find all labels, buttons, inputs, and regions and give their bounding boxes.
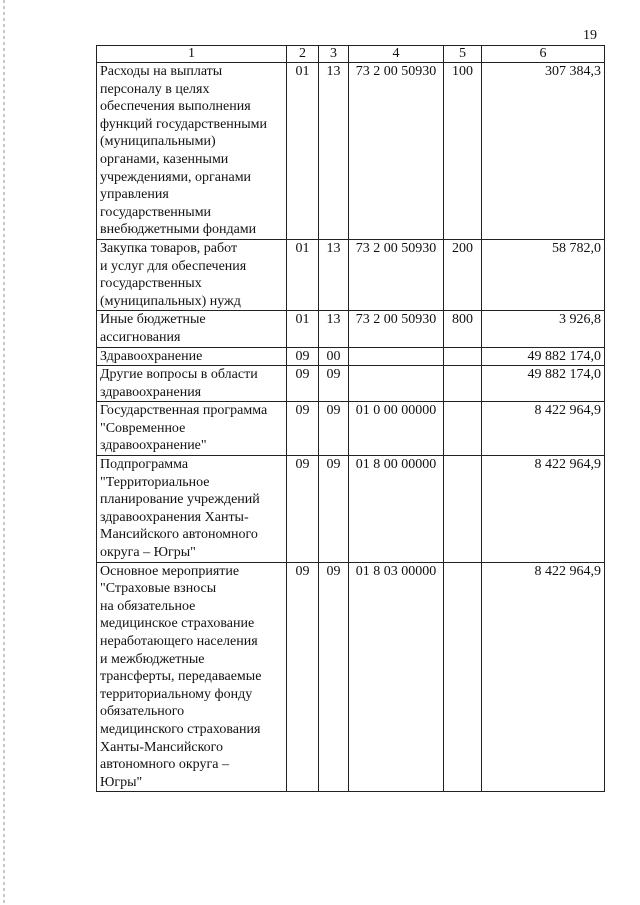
amount-cell: 58 782,0 xyxy=(482,239,605,310)
section-code-cell: 09 xyxy=(287,562,319,792)
row-name-cell xyxy=(97,311,287,347)
amount-cell: 8 422 964,9 xyxy=(482,456,605,563)
header-cell-6: 6 xyxy=(482,46,605,63)
header-cell-1: 1 xyxy=(97,46,287,63)
subsection-code-cell: 09 xyxy=(319,456,349,563)
row-name-line: Другие вопросы в области xyxy=(100,367,258,383)
row-name-line: "Территориальное xyxy=(100,474,210,490)
amount-cell: 49 882 174,0 xyxy=(482,366,605,402)
row-name-line: Закупка товаров, работ xyxy=(100,240,238,256)
row-name-line: "Современное xyxy=(100,420,186,436)
subsection-code-cell: 13 xyxy=(319,311,349,347)
target-article-cell: 01 8 03 00000 xyxy=(349,562,444,792)
row-name-cell xyxy=(97,63,287,240)
row-name-line: медицинское страхование xyxy=(100,616,255,632)
table-row xyxy=(97,239,605,310)
target-article-cell: 73 2 00 50930 xyxy=(349,63,444,240)
row-name-line: управления xyxy=(100,187,169,203)
table-row xyxy=(97,347,605,366)
header-row xyxy=(97,46,605,63)
page-number: 19 xyxy=(583,28,597,43)
row-name-line: функций государственными xyxy=(100,116,268,132)
target-article-cell xyxy=(349,366,444,402)
section-code-cell: 09 xyxy=(287,402,319,456)
row-name-line: округа – Югры" xyxy=(100,545,196,561)
subsection-code-cell: 09 xyxy=(319,366,349,402)
amount-cell: 3 926,8 xyxy=(482,311,605,347)
section-code-cell: 01 xyxy=(287,239,319,310)
amount-cell: 307 384,3 xyxy=(482,63,605,240)
section-code-cell: 01 xyxy=(287,311,319,347)
amount-cell: 8 422 964,9 xyxy=(482,562,605,792)
row-name-line: Мансийского автономного xyxy=(100,527,258,543)
target-article-cell: 73 2 00 50930 xyxy=(349,239,444,310)
row-name-cell xyxy=(97,366,287,402)
table-row xyxy=(97,562,605,792)
expense-type-cell: 100 xyxy=(444,63,482,240)
table-row xyxy=(97,366,605,402)
expense-type-cell xyxy=(444,456,482,563)
row-name-line: (муниципальными) xyxy=(100,134,216,150)
row-name-line: Государственная программа xyxy=(100,403,268,419)
row-name-line: территориальному фонду xyxy=(100,686,253,702)
row-name-line: Расходы на выплаты xyxy=(100,64,223,79)
target-article-cell: 01 8 00 00000 xyxy=(349,456,444,563)
expense-type-cell xyxy=(444,347,482,366)
budget-table xyxy=(96,45,605,792)
row-name-line: обязательного xyxy=(100,704,185,720)
scan-edge xyxy=(3,0,5,905)
row-name-line: обеспечения выполнения xyxy=(100,99,251,115)
target-article-cell: 73 2 00 50930 xyxy=(349,311,444,347)
row-name-cell xyxy=(97,239,287,310)
row-name-line: внебюджетными фондами xyxy=(100,222,257,238)
expense-type-cell: 200 xyxy=(444,239,482,310)
row-name-line: государственных xyxy=(100,276,202,292)
section-code-cell: 09 xyxy=(287,456,319,563)
subsection-code-cell: 00 xyxy=(319,347,349,366)
row-name-line: государственными xyxy=(100,204,212,220)
subsection-code-cell: 09 xyxy=(319,402,349,456)
row-name-line: и услуг для обеспечения xyxy=(100,258,247,274)
row-name-line: Ханты-Мансийского xyxy=(100,739,224,755)
row-name-cell xyxy=(97,347,287,366)
header-cell-4: 4 xyxy=(349,46,444,63)
header-cell-3: 3 xyxy=(319,46,349,63)
row-name-line: "Страховые взносы xyxy=(100,581,217,597)
amount-cell: 49 882 174,0 xyxy=(482,347,605,366)
row-name-line: Основное мероприятие xyxy=(100,563,240,579)
row-name-line: на обязательное xyxy=(100,598,196,614)
row-name-line: и межбюджетные xyxy=(100,651,205,667)
target-article-cell xyxy=(349,347,444,366)
table-row xyxy=(97,402,605,456)
section-code-cell: 01 xyxy=(287,63,319,240)
row-name-line: здравоохранения Ханты- xyxy=(100,509,249,525)
row-name-line: учреждениями, органами xyxy=(100,169,252,185)
amount-cell: 8 422 964,9 xyxy=(482,402,605,456)
header-cell-2: 2 xyxy=(287,46,319,63)
row-name-line: органами, казенными xyxy=(100,151,229,167)
row-name-line: здравоохранения xyxy=(100,384,202,400)
expense-type-cell: 800 xyxy=(444,311,482,347)
row-name-cell xyxy=(97,562,287,792)
table-row xyxy=(97,311,605,347)
table-row xyxy=(97,63,605,240)
row-name-line: автономного округа – xyxy=(100,757,229,773)
section-code-cell: 09 xyxy=(287,347,319,366)
row-name-line: Здравоохранение xyxy=(100,348,203,364)
subsection-code-cell: 13 xyxy=(319,63,349,240)
table-body xyxy=(97,63,605,792)
row-name-line: (муниципальных) нужд xyxy=(100,293,241,309)
row-name-line: медицинского страхования xyxy=(100,721,261,737)
expense-type-cell xyxy=(444,562,482,792)
header-cell-5: 5 xyxy=(444,46,482,63)
row-name-cell xyxy=(97,402,287,456)
expense-type-cell xyxy=(444,402,482,456)
target-article-cell: 01 0 00 00000 xyxy=(349,402,444,456)
subsection-code-cell: 09 xyxy=(319,562,349,792)
row-name-line: Югры" xyxy=(100,774,143,790)
row-name-line: планирование учреждений xyxy=(100,492,260,508)
table-row xyxy=(97,456,605,563)
row-name-line: Иные бюджетные xyxy=(100,312,206,328)
row-name-line: Подпрограмма xyxy=(100,457,189,473)
row-name-line: персоналу в целях xyxy=(100,81,210,97)
row-name-line: ассигнования xyxy=(100,329,181,345)
expense-type-cell xyxy=(444,366,482,402)
row-name-line: неработающего населения xyxy=(100,634,258,649)
row-name-cell xyxy=(97,456,287,563)
row-name-line: трансферты, передаваемые xyxy=(100,669,262,685)
subsection-code-cell: 13 xyxy=(319,239,349,310)
row-name-line: здравоохранение" xyxy=(100,438,207,454)
section-code-cell: 09 xyxy=(287,366,319,402)
